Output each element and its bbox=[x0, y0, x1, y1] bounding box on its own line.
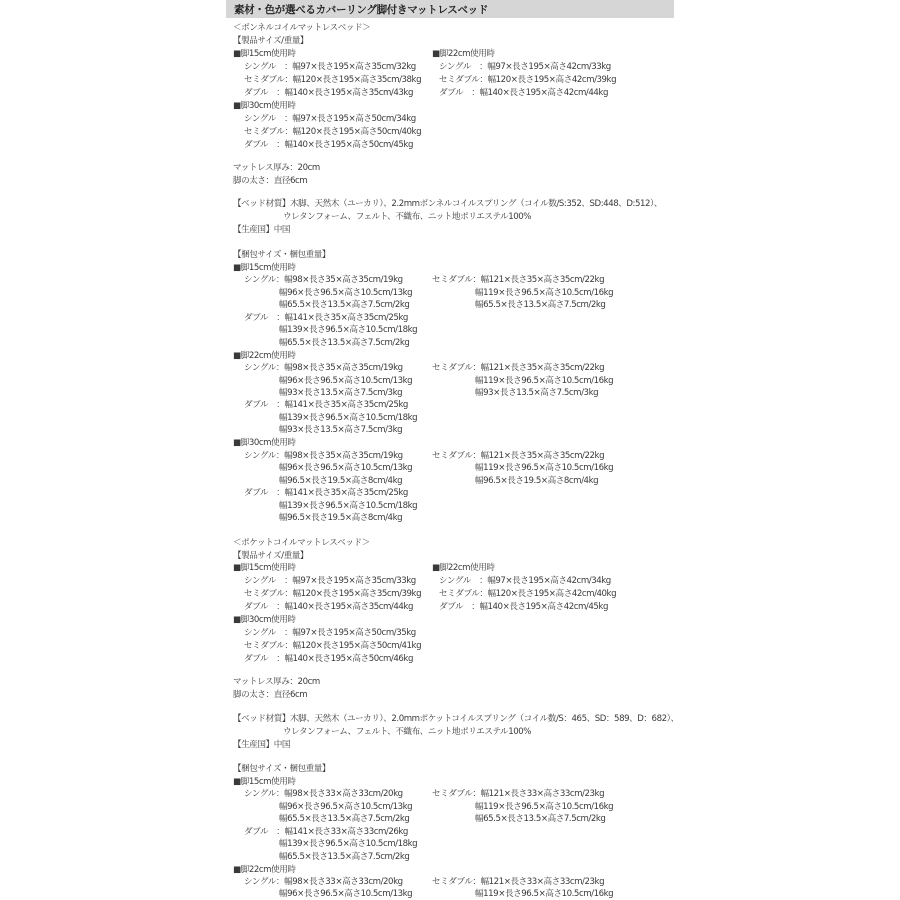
bonnell-pack22-label: ■脚22cm使用時 bbox=[233, 351, 296, 361]
header-bar bbox=[226, 0, 674, 18]
bonnell-leg30-double: ダブル ：幅140×長さ195×高さ50cm/45kg bbox=[244, 140, 413, 150]
pocket-pack15-label: ■脚15cm使用時 bbox=[233, 777, 296, 787]
bonnell-pack30-double-2: 幅139×長さ96.5×高さ10.5cm/18kg bbox=[279, 501, 418, 511]
pocket-pack22-semidouble-2: 幅119×長さ96.5×高さ10.5cm/16kg bbox=[475, 889, 614, 899]
bonnell-pack30-double-3: 幅96.5×長さ19.5×高さ8cm/4kg bbox=[279, 513, 403, 523]
pocket-leg15-double: ダブル ：幅140×長さ195×高さ35cm/44kg bbox=[244, 602, 413, 612]
pocket-leg22-semidouble: セミダブル：幅120×長さ195×高さ42cm/40kg bbox=[439, 589, 617, 599]
pocket-leg15-label: ■脚15cm使用時 bbox=[233, 563, 296, 573]
pocket-leg15-single: シングル ：幅97×長さ195×高さ35cm/33kg bbox=[244, 576, 416, 586]
bonnell-leg30-semidouble: セミダブル：幅120×長さ195×高さ50cm/40kg bbox=[244, 127, 422, 137]
bonnell-pack30-semidouble-3: 幅96.5×長さ19.5×高さ8cm/4kg bbox=[475, 476, 599, 486]
bonnell-pack30-semidouble-2: 幅119×長さ96.5×高さ10.5cm/16kg bbox=[475, 463, 614, 473]
pocket-leg22-double: ダブル ：幅140×長さ195×高さ42cm/45kg bbox=[439, 602, 608, 612]
bonnell-leg-diameter: 脚の太さ：直径6cm bbox=[233, 176, 308, 186]
bonnell-leg22-label: ■脚22cm使用時 bbox=[432, 49, 495, 59]
pocket-origin: 【生産国】中国 bbox=[233, 740, 291, 750]
bonnell-pack15-double-2: 幅139×長さ96.5×高さ10.5cm/18kg bbox=[279, 325, 418, 335]
bonnell-pack-label: 【梱包サイズ・梱包重量】 bbox=[233, 250, 331, 260]
bonnell-pack22-double-1: ダブル ：幅141×長さ35×高さ35cm/25kg bbox=[244, 400, 408, 410]
pocket-pack15-double-2: 幅139×長さ96.5×高さ10.5cm/18kg bbox=[279, 839, 418, 849]
bonnell-pack22-double-2: 幅139×長さ96.5×高さ10.5cm/18kg bbox=[279, 413, 418, 423]
bonnell-pack22-double-3: 幅93×長さ13.5×高さ7.5cm/3kg bbox=[279, 425, 403, 435]
pocket-leg30-single: シングル ：幅97×長さ195×高さ50cm/35kg bbox=[244, 628, 416, 638]
pocket-leg-diameter: 脚の太さ：直径6cm bbox=[233, 690, 308, 700]
pocket-pack15-semidouble-3: 幅65.5×長さ13.5×高さ7.5cm/2kg bbox=[475, 814, 606, 824]
bonnell-pack30-single-1: シングル：幅98×長さ35×高さ35cm/19kg bbox=[244, 451, 403, 461]
bonnell-pack22-single-1: シングル：幅98×長さ35×高さ35cm/19kg bbox=[244, 363, 403, 373]
pocket-material-line1: 【ベッド材質】木脚、天然木（ユーカリ）、2.0mmポケットコイルスプリング（コイル数/S：465、SD：589、D：682）、 bbox=[233, 714, 679, 724]
pocket-leg30-double: ダブル ：幅140×長さ195×高さ50cm/46kg bbox=[244, 654, 413, 664]
bonnell-pack15-semidouble-2: 幅119×長さ96.5×高さ10.5cm/16kg bbox=[475, 288, 614, 298]
pocket-pack15-semidouble-1: セミダブル：幅121×長さ33×高さ33cm/23kg bbox=[432, 789, 605, 799]
pocket-leg30-label: ■脚30cm使用時 bbox=[233, 615, 296, 625]
bonnell-size-label: 【製品サイズ/重量】 bbox=[233, 36, 309, 46]
bonnell-pack22-single-3: 幅93×長さ13.5×高さ7.5cm/3kg bbox=[279, 388, 403, 398]
pocket-pack15-semidouble-2: 幅119×長さ96.5×高さ10.5cm/16kg bbox=[475, 802, 614, 812]
bonnell-heading: ＜ボンネルコイルマットレスベッド＞ bbox=[233, 23, 371, 33]
bonnell-leg30-single: シングル ：幅97×長さ195×高さ50cm/34kg bbox=[244, 114, 416, 124]
bonnell-origin: 【生産国】中国 bbox=[233, 225, 291, 235]
bonnell-pack15-double-3: 幅65.5×長さ13.5×高さ7.5cm/2kg bbox=[279, 338, 410, 348]
bonnell-leg22-single: シングル ：幅97×長さ195×高さ42cm/33kg bbox=[439, 62, 611, 72]
bonnell-pack30-label: ■脚30cm使用時 bbox=[233, 438, 296, 448]
pocket-pack-label: 【梱包サイズ・梱包重量】 bbox=[233, 764, 331, 774]
pocket-pack22-single-1: シングル：幅98×長さ33×高さ33cm/20kg bbox=[244, 877, 403, 887]
pocket-leg15-semidouble: セミダブル：幅120×長さ195×高さ35cm/39kg bbox=[244, 589, 422, 599]
pocket-leg30-semidouble: セミダブル：幅120×長さ195×高さ50cm/41kg bbox=[244, 641, 422, 651]
bonnell-pack22-semidouble-2: 幅119×長さ96.5×高さ10.5cm/16kg bbox=[475, 376, 614, 386]
bonnell-pack30-semidouble-1: セミダブル：幅121×長さ35×高さ35cm/22kg bbox=[432, 451, 605, 461]
bonnell-leg15-label: ■脚15cm使用時 bbox=[233, 49, 296, 59]
pocket-heading: ＜ポケットコイルマットレスベッド＞ bbox=[233, 538, 370, 548]
bonnell-pack22-single-2: 幅96×長さ96.5×高さ10.5cm/13kg bbox=[279, 376, 413, 386]
bonnell-pack15-double-1: ダブル ：幅141×長さ35×高さ35cm/25kg bbox=[244, 313, 408, 323]
pocket-pack22-single-2: 幅96×長さ96.5×高さ10.5cm/13kg bbox=[279, 889, 413, 899]
pocket-thickness: マットレス厚み：20cm bbox=[233, 677, 320, 687]
bonnell-material-line1: 【ベッド材質】木脚、天然木（ユーカリ）、2.2mmボンネルコイルスプリング（コイル数/S:352、SD:448、D:512）、 bbox=[233, 199, 663, 209]
pocket-pack22-label: ■脚22cm使用時 bbox=[233, 865, 296, 875]
bonnell-pack30-double-1: ダブル ：幅141×長さ35×高さ35cm/25kg bbox=[244, 488, 408, 498]
bonnell-pack30-single-2: 幅96×長さ96.5×高さ10.5cm/13kg bbox=[279, 463, 413, 473]
bonnell-pack15-single-3: 幅65.5×長さ13.5×高さ7.5cm/2kg bbox=[279, 300, 410, 310]
bonnell-leg15-semidouble: セミダブル：幅120×長さ195×高さ35cm/38kg bbox=[244, 75, 422, 85]
bonnell-leg30-label: ■脚30cm使用時 bbox=[233, 101, 296, 111]
bonnell-leg22-double: ダブル ：幅140×長さ195×高さ42cm/44kg bbox=[439, 88, 608, 98]
bonnell-pack22-semidouble-3: 幅93×長さ13.5×高さ7.5cm/3kg bbox=[475, 388, 599, 398]
bonnell-pack15-semidouble-1: セミダブル：幅121×長さ35×高さ35cm/22kg bbox=[432, 275, 605, 285]
bonnell-pack15-semidouble-3: 幅65.5×長さ13.5×高さ7.5cm/2kg bbox=[475, 300, 606, 310]
pocket-pack15-single-1: シングル：幅98×長さ33×高さ33cm/20kg bbox=[244, 789, 403, 799]
bonnell-pack22-semidouble-1: セミダブル：幅121×長さ35×高さ35cm/22kg bbox=[432, 363, 605, 373]
pocket-leg22-single: シングル ：幅97×長さ195×高さ42cm/34kg bbox=[439, 576, 611, 586]
bonnell-pack15-single-2: 幅96×長さ96.5×高さ10.5cm/13kg bbox=[279, 288, 413, 298]
bonnell-pack15-label: ■脚15cm使用時 bbox=[233, 263, 296, 273]
pocket-pack22-semidouble-1: セミダブル：幅121×長さ33×高さ33cm/23kg bbox=[432, 877, 605, 887]
bonnell-pack30-single-3: 幅96.5×長さ19.5×高さ8cm/4kg bbox=[279, 476, 403, 486]
bonnell-leg15-double: ダブル ：幅140×長さ195×高さ35cm/43kg bbox=[244, 88, 413, 98]
bonnell-thickness: マットレス厚み：20cm bbox=[233, 163, 320, 173]
pocket-pack15-single-3: 幅65.5×長さ13.5×高さ7.5cm/2kg bbox=[279, 814, 410, 824]
pocket-leg22-label: ■脚22cm使用時 bbox=[432, 563, 495, 573]
pocket-pack15-double-3: 幅65.5×長さ13.5×高さ7.5cm/2kg bbox=[279, 852, 410, 862]
pocket-size-label: 【製品サイズ/重量】 bbox=[233, 551, 309, 561]
pocket-pack15-double-1: ダブル ：幅141×長さ33×高さ33cm/26kg bbox=[244, 827, 408, 837]
bonnell-pack15-single-1: シングル：幅98×長さ35×高さ35cm/19kg bbox=[244, 275, 403, 285]
bonnell-material-line2: ウレタンフォーム、フェルト、不織布、ニット地ポリエステル100% bbox=[283, 212, 531, 222]
pocket-material-line2: ウレタンフォーム、フェルト、不織布、ニット地ポリエステル100% bbox=[283, 727, 531, 737]
bonnell-leg15-single: シングル ：幅97×長さ195×高さ35cm/32kg bbox=[244, 62, 416, 72]
page-title: 素材・色が選べるカバーリング脚付きマットレスベッド bbox=[234, 4, 489, 16]
bonnell-leg22-semidouble: セミダブル：幅120×長さ195×高さ42cm/39kg bbox=[439, 75, 617, 85]
pocket-pack15-single-2: 幅96×長さ96.5×高さ10.5cm/13kg bbox=[279, 802, 413, 812]
